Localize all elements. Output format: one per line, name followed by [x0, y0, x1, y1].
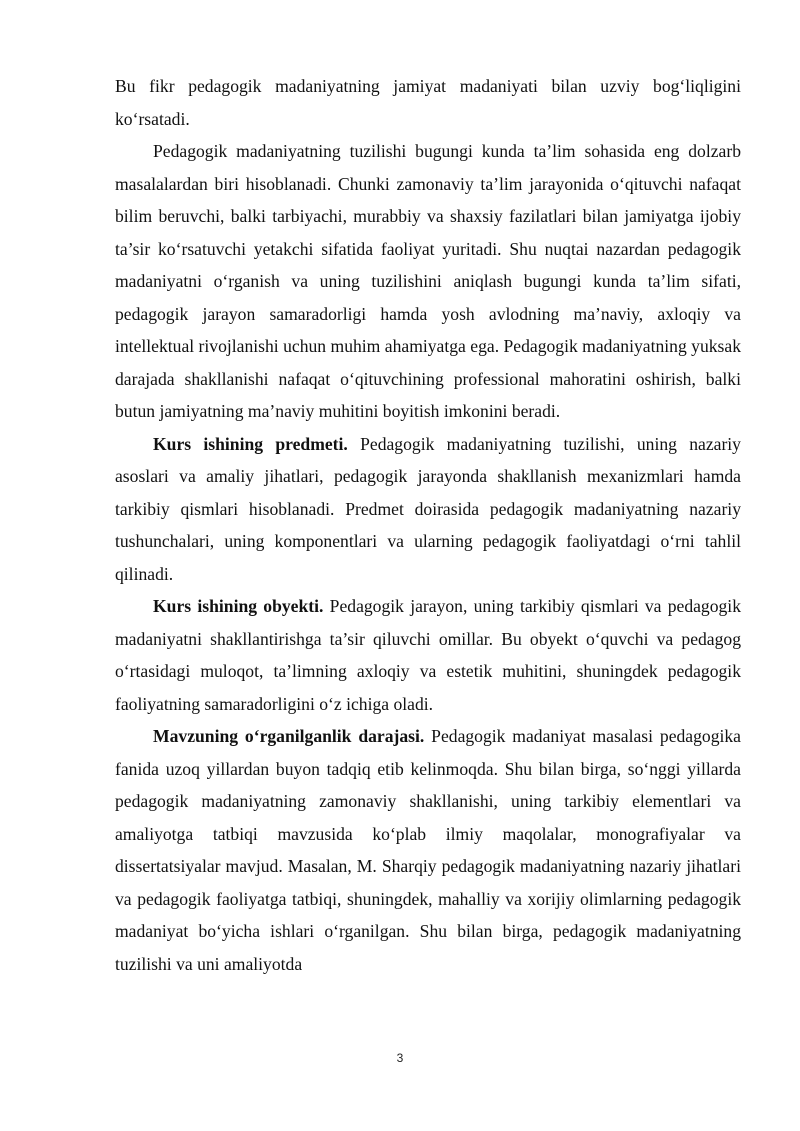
- paragraph-intro: [115, 70, 741, 135]
- page-number: 3: [396, 1051, 404, 1065]
- paragraph-text: Pedagogik madaniyatning tuzilishi bugungi kunda ta’lim sohasida eng dolzarb masalalardan biri hisoblanadi. Chunki zamonaviy ta’lim jarayonida o‘qituvchi nafaqat bilim beruvchi, balki tarbiyachi, murabbiy va shaxsiy fazilatlari bilan jamiyatga ijobiy ta’sir ko‘rsatuvchi yetakchi sifatida faoliyat yuritadi. Shu nuqtai nazardan pedagogik madaniyatni o‘rganish va uning tuzilishini aniqlash bugungi kunda ta’lim sifati, pedagogik jarayon samaradorligi hamda yosh avlodning ma’naviy, axloqiy va intellektual rivojlanishi uchun muhim ahamiyatga ega. Pedagogik madaniyatning yuksak darajada shakllanishi nafaqat o‘qituvchining professional mahoratini oshirish, balki butun jamiyatning ma’naviy muhitini boyitish imkonini beradi.: [115, 141, 741, 421]
- paragraph-text: Pedagogik madaniyatning tuzilishi, uning nazariy asoslari va amaliy jihatlari, pedagogik jarayonda shakllanish mexanizmlari hamda tarkibiy qismlari hisoblanadi. Predmet doirasida pedagogik madaniyatning nazariy tushunchalari, uning komponentlari va ularning pedagogik faoliyatdagi o‘rni tahlil qilinadi.: [115, 433, 741, 584]
- paragraph-heading: Mavzuning o‘rganilganlik darajasi.: [153, 726, 425, 746]
- paragraph-relevance: [115, 135, 741, 428]
- paragraph-object: [115, 590, 741, 720]
- paragraph-text: Pedagogik jarayon, uning tarkibiy qismlari va pedagogik madaniyatni shakllantirishga ta’sir qiluvchi omillar. Bu obyekt o‘quvchi va pedagog o‘rtasidagi muloqot, ta’limning axloqiy va estetik muhitini, shuningdek pedagogik faoliyatning samaradorligini o‘z ichiga oladi.: [115, 596, 741, 714]
- paragraph-heading: Kurs ishining predmeti.: [153, 433, 348, 454]
- paragraph-text: Bu fikr pedagogik madaniyatning jamiyat madaniyati bilan uzviy bog‘liqligini ko‘rsatadi.: [115, 76, 741, 129]
- paragraph-research-degree: [115, 720, 741, 980]
- paragraph-subject: [115, 428, 741, 591]
- document-body: [115, 70, 741, 980]
- paragraph-text: Pedagogik madaniyat masalasi pedagogika fanida uzoq yillardan buyon tadqiq etib kelinmoqda. Shu bilan birga, so‘nggi yillarda pedagogik madaniyatning zamonaviy shakllanishi, uning tarkibiy elementlari va amaliyotga tatbiqi mavzusida ko‘plab ilmiy maqolalar, monografiyalar va dissertatsiyalar mavjud. Masalan, M. Sharqiy pedagogik madaniyatning nazariy jihatlari va pedagogik faoliyatga tatbiqi, shuningdek, mahalliy va xorijiy olimlarning pedagogik madaniyat bo‘yicha ishlari o‘rganilgan. Shu bilan birga, pedagogik madaniyatning tuzilishi va uni amaliyotda: [115, 726, 741, 974]
- paragraph-heading: Kurs ishining obyekti.: [153, 596, 324, 616]
